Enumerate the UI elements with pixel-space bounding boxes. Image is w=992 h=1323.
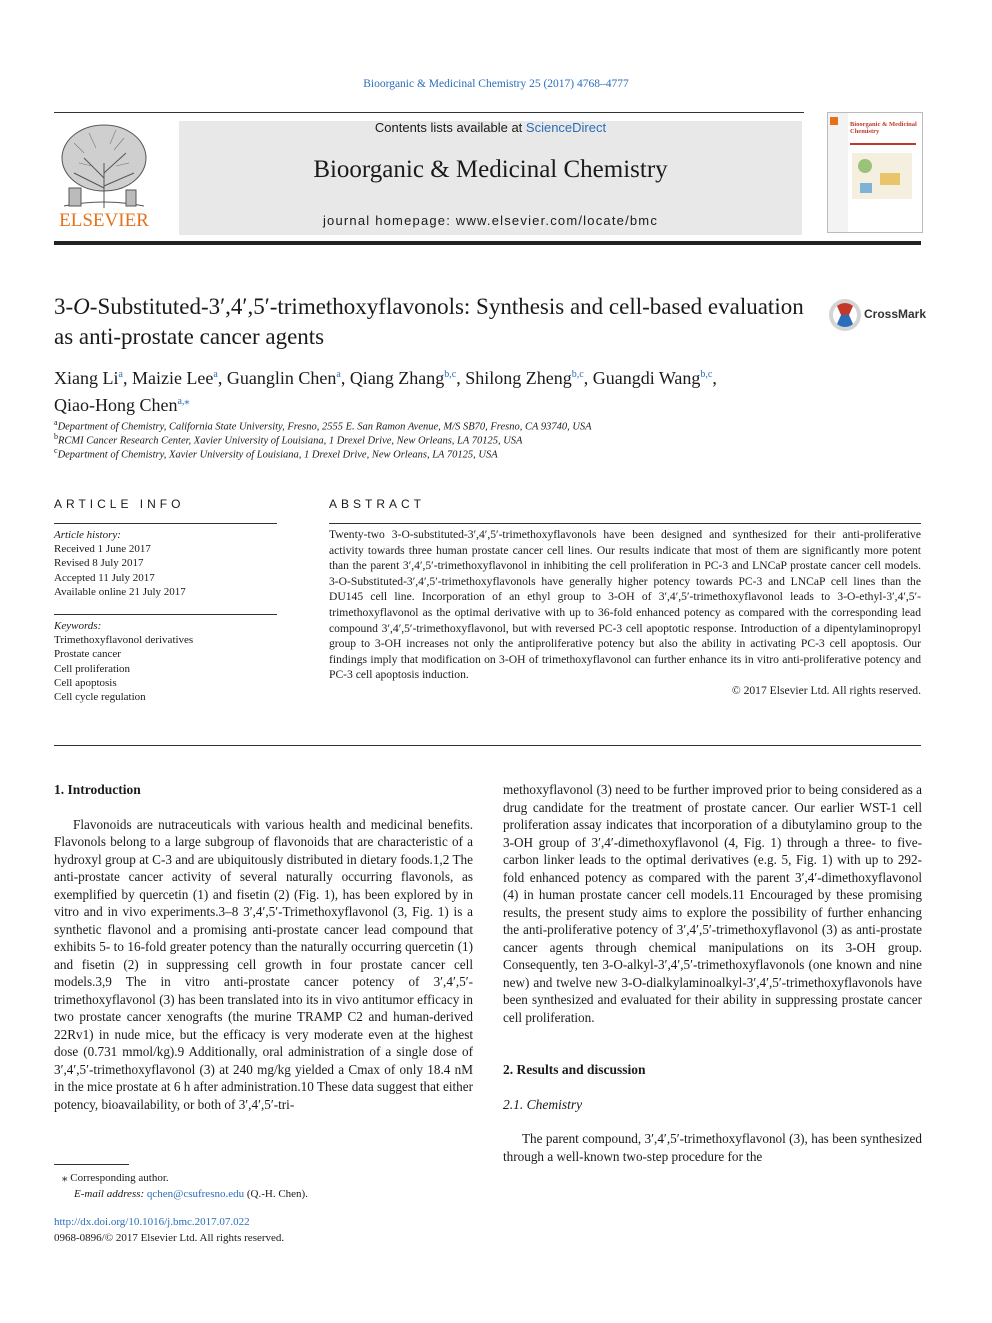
corresponding-label: Corresponding author. (70, 1172, 169, 1184)
author-list (54, 363, 874, 417)
cover-graphic (852, 153, 912, 199)
homepage-prefix: journal homepage: (322, 213, 456, 228)
journal-cover-thumbnail[interactable] (827, 112, 923, 233)
issn-line: 0968-0896/© 2017 Elsevier Ltd. All rights reserved. (54, 1232, 285, 1244)
results-heading: 2. Results and discussion (503, 1062, 646, 1077)
keyword: Trimethoxyflavonol derivatives (54, 634, 194, 647)
author-affil-sup[interactable]: a (213, 369, 218, 380)
homepage-link[interactable]: www.elsevier.com/locate/bmc (455, 213, 659, 228)
elsevier-logo (54, 118, 154, 230)
keywords-label: Keywords: (54, 620, 102, 632)
author-affil-sup[interactable]: b,c (700, 369, 713, 380)
cover-title: Bioorganic & Medicinal Chemistry (850, 121, 917, 135)
header-bottom-rule (54, 241, 921, 245)
email-link[interactable]: qchen@csufresno.edu (146, 1188, 245, 1200)
author-affil-sup[interactable]: a (336, 369, 341, 380)
author-affil-sup[interactable]: a (118, 369, 123, 380)
abstract-heading: ABSTRACT (329, 497, 426, 511)
author: Maizie Lee$^a$, (131, 368, 227, 388)
history-revised: Revised 8 July 2017 (54, 557, 144, 570)
asterisk-icon: ⁎ (62, 1172, 71, 1184)
cover-sidebar (828, 113, 848, 232)
author: Qiao-Hong Chen$^{a,⁎}$ (54, 395, 190, 415)
chemistry-paragraph: The parent compound, 3′,4′,5′-trimethoxyflavonol (3), has been synthesized through a well-known two-step procedure for the (503, 1131, 922, 1164)
svg-text:ELSEVIER: ELSEVIER (59, 210, 149, 230)
keyword: Prostate cancer (54, 648, 121, 661)
article-info-heading: ARTICLE INFO (54, 497, 185, 511)
affiliation-a: $^a$Department of Chemistry, California State University, Fresno, 2555 E. San Ramon Avenue, M/S SB70, Fresno, CA 93740, USA (54, 418, 592, 433)
footnote-rule (54, 1164, 129, 1165)
sciencedirect-link[interactable]: ScienceDirect (525, 120, 607, 135)
abstract-top-rule (329, 523, 921, 524)
cover-logo-mark (830, 117, 838, 125)
cover-rule (850, 143, 916, 145)
history-received: Received 1 June 2017 (54, 543, 151, 556)
elsevier-tree-icon (54, 118, 154, 230)
title-main: -Substituted-3′,4′,5′-trimethoxyflavonols: Synthesis and cell-based evaluation as anti-prostate cancer agents (54, 294, 804, 349)
keywords-rule (54, 614, 277, 615)
author: Shilong Zheng$^{b,c}$, (465, 368, 593, 388)
article-info-rule (54, 523, 277, 524)
email-name: (Q.-H. Chen). (246, 1188, 308, 1200)
keyword: Cell cycle regulation (54, 691, 146, 704)
contents-prefix: Contents lists available at (374, 120, 526, 135)
history-accepted: Accepted 11 July 2017 (54, 571, 155, 584)
title-prefix: 3- (54, 294, 74, 319)
affiliation-c: $^c$Department of Chemistry, Xavier University of Louisiana, 1 Drexel Drive, New Orleans, LA 70125, USA (54, 446, 498, 461)
affiliation-b: $^b$RCMI Cancer Research Center, Xavier University of Louisiana, 1 Drexel Drive, New Orleans, LA 70125, USA (54, 432, 523, 447)
intro-heading: 1. Introduction (54, 782, 141, 797)
crossmark-label: CrossMark (864, 307, 927, 321)
intro-paragraph-continued: methoxyflavonol (3) need to be further improved prior to being considered as a drug candidate for the treatment of prostate cancer. Our earlier WST-1 cell proliferation assay indicates that incorporation of a dibutylamino group to the 3-OH group of 3′,4′-dimethoxyflavonol (4, Fig. 1) through a three- to five-carbon linker leads to the optimal derivatives (e.g. 5, Fig. 1) with up to 292-fold enhanced potency as compared with the parent 3′,4′-dimethoxyflavonol (4) in human prostate cancer cell models.11 Encouraged by these promising results, the present study aims to explore the possibility of further enhancing the anti-proliferative potency of 3′,4′,5′-trimethoxyflavonol (3) as anti-prostate cancer agents through chemical manipulations on its 3-OH group. Consequently, ten 3-O-alkyl-3′,4′,5′-trimethoxyflavonols (one known and nine new) and twelve new 3-O-dialkylaminoalkyl-3′,4′,5′-trimethoxyflavonols have been synthesized and evaluated for their ability in suppressing prostate cancer cell proliferation. (503, 782, 922, 1025)
article-title (54, 292, 814, 352)
abstract-body (329, 527, 921, 699)
author-affil-sup[interactable]: b,c (571, 369, 584, 380)
crossmark-badge[interactable] (828, 298, 928, 332)
abstract-text: Twenty-two 3-O-substituted-3′,4′,5′-trimethoxyflavonols have been designed and synthesized for their anti-proliferative activity towards three human prostate cancer cell lines. Our results indicate that most of them are significantly more potent than the parent 3′,4′,5′-trimethoxyflavonol in inhibiting the cell proliferation in PC-3 and LNCaP prostate cancer cell models. 3-O-Substituted-3′,4′,5′-trimethoxyflavonols have generally higher potency towards PC-3 and LNCaP cell lines than the DU145 cell line. Incorporation of an ethyl group to 3-OH of 3′,4′,5′-trimethoxyflavonol leads to 3-O-ethyl-3′,4′,5′-trimethoxyflavonol as the optimal derivative with up to 36-fold enhanced potency as compared with the corresponding lead compound 3′,4′,5′-trimethoxyflavonol, but with reversed PC-3 cell apoptotic response. Introduction of a dipentylaminopropyl group to 3-OH increases not only the antiproliferative potency but also the ability in activating PC-3 cell apoptosis. Our findings imply that modification on 3-OH of trimethoxyflavonol can further enhance its in vitro anti-proliferative potency and PC-3 cell apoptosis induction. (329, 528, 921, 682)
left-column (54, 781, 473, 1113)
right-column (503, 781, 922, 1165)
doi-link[interactable]: http://dx.doi.org/10.1016/j.bmc.2017.07.022 (54, 1216, 250, 1228)
article-history (54, 528, 277, 599)
crossmark-icon (828, 298, 862, 332)
corresponding-footnote (62, 1170, 482, 1202)
chemistry-heading: 2.1. Chemistry (503, 1096, 583, 1112)
keyword: Cell apoptosis (54, 676, 117, 689)
header-top-rule (54, 112, 804, 113)
history-label: Article history: (54, 529, 121, 541)
contents-line (179, 120, 802, 135)
intro-paragraph: Flavonoids are nutraceuticals with various health and medicinal benefits. Flavonols belong to a large subgroup of flavonoids that are characteristic of a hydroxyl group at C-3 and are ubiquitously distributed in dietary foods.1,2 The anti-prostate cancer activity of several naturally occurring flavonols, as exemplified by quercetin (1) and fisetin (2) (Fig. 1), has been explored by in vitro and in vivo experiments.3–8 3′,4′,5′-Trimethoxyflavonol (3, Fig. 1) is a synthetic flavonol and a promising anti-prostate cancer lead compound that exhibits 5- to 16-fold greater potency than the naturally occurring quercetin (1) and fisetin (2) in suppressing cell growth in four prostate cancer cell models.3,9 The in vitro anti-prostate cancer potency of 3′,4′,5′-trimethoxyflavonol (3) has been translated into its in vivo antitumor efficacy in two prostate cancer xenografts (the murine TRAMP C2 and human-derived 22Rv1) in nude mice, but the efficacy is very moderate even at the highest dose (0.731 mmol/kg).9 Additionally, oral administration of a single dose of 3′,4′,5′-trimethoxyflavonol (3) at 240 mg/kg yielded a Cmax of only 18.4 nM in the mice prostate at 6 h after administration.10 These data suggest that either potency, bioavailability, or both of 3′,4′,5′-tri- (54, 816, 473, 1112)
abstract-copyright: © 2017 Elsevier Ltd. All rights reserved. (731, 683, 921, 697)
author: Guanglin Chen$^a$, (226, 368, 350, 388)
email-label: E-mail address: (74, 1188, 145, 1200)
keyword: Cell proliferation (54, 662, 131, 675)
author: Guangdi Wang$^{b,c}$, (592, 368, 717, 388)
author: Qiang Zhang$^{b,c}$, (349, 368, 466, 388)
journal-homepage (179, 213, 802, 228)
doi-block (54, 1214, 474, 1246)
keywords-block (54, 619, 277, 704)
journal-reference[interactable]: Bioorganic & Medicinal Chemistry 25 (2017) 4768–4777 (363, 78, 629, 90)
title-italic-o: O (73, 294, 90, 319)
author-affil-sup[interactable]: b,c (444, 369, 457, 380)
author: Xiang Li$^a$, (54, 368, 132, 388)
history-online: Available online 21 July 2017 (54, 585, 186, 598)
journal-title: Bioorganic & Medicinal Chemistry (313, 156, 668, 183)
abstract-bottom-rule (54, 745, 921, 746)
author-affil-sup[interactable]: a,⁎ (177, 396, 190, 407)
